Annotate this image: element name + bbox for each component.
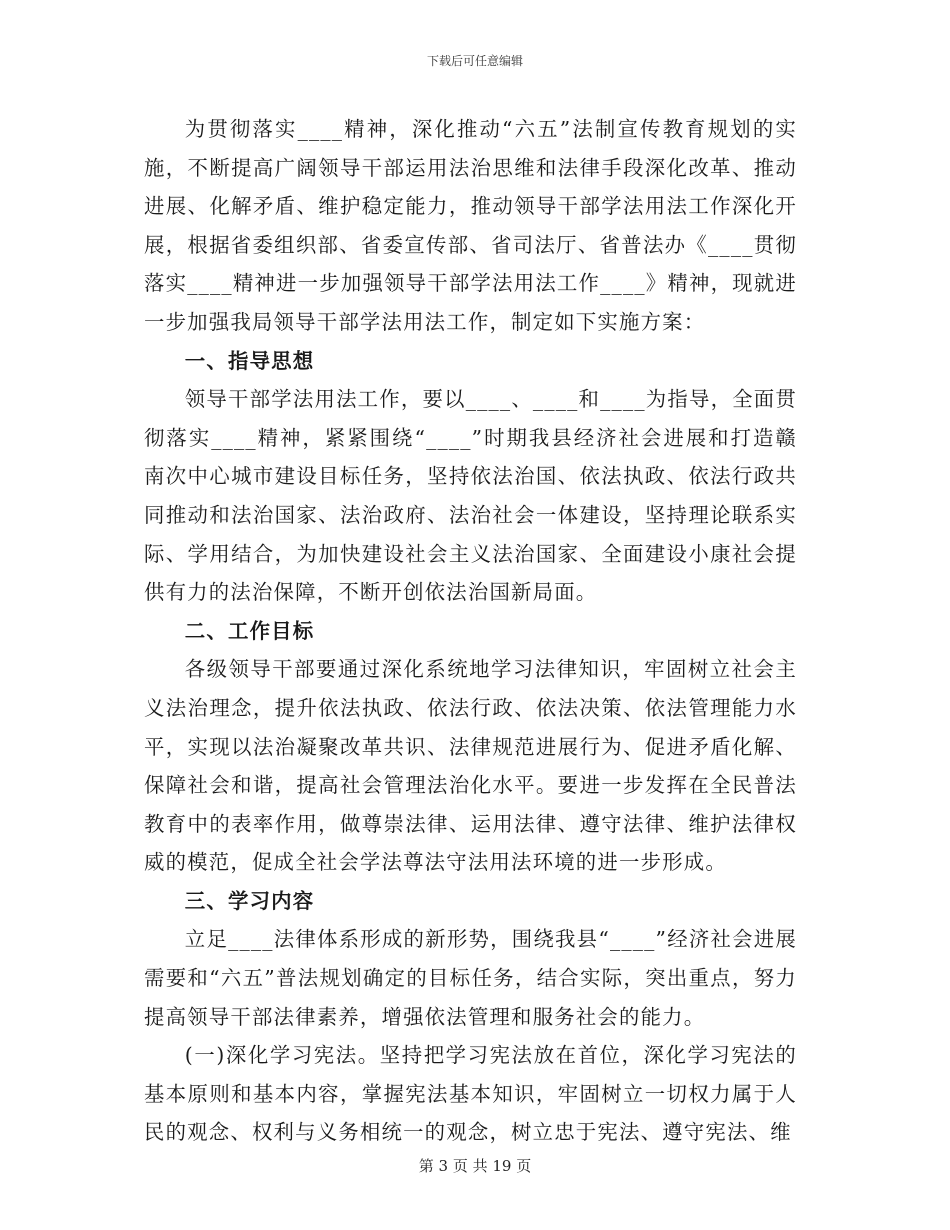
page-number: 第 3 页 共 19 页 [418, 1157, 532, 1175]
section-heading-work-goals: 二、工作目标 [184, 618, 315, 643]
page-header: 下载后可任意编辑 [426, 54, 523, 68]
document-body [144, 110, 797, 1152]
section-heading-guiding-ideology: 一、指导思想 [184, 348, 315, 373]
subsection-paragraph-constitution: (一)深化学习宪法。坚持把学习宪法放在首位，深化学习宪法的基本原则和基本内容，掌握宪法基本知识，牢固树立一切权力属于人民的观念、权利与义务相统一的观念，树立忠于宪法、遵守宪法、维 [144, 1043, 797, 1145]
intro-paragraph: 为贯彻落实____精神，深化推动“六五”法制宣传教育规划的实施，不断提高广阔领导干部运用法治思维和法律手段深化改革、推动进展、化解矛盾、维护稳定能力，推动领导干部学法用法工作深化开展，根据省委组织部、省委宣传部、省司法厅、省普法办《____贯彻落实____精神进一步加强领导干部学法用法工作____》精神，现就进一步加强我局领导干部学法用法工作，制定如下实施方案： [144, 117, 797, 334]
section-paragraph-study-content: 立足____法律体系形成的新形势，围绕我县“____”经济社会进展需要和“六五”普法规划确定的目标任务，结合实际，突出重点，努力提高领导干部法律素养，增强依法管理和服务社会的能力。 [144, 927, 797, 1029]
section-paragraph-work-goals: 各级领导干部要通过深化系统地学习法律知识，牢固树立社会主义法治理念，提升依法执政、依法行政、依法决策、依法管理能力水平，实现以法治凝聚改革共识、法律规范进展行为、促进矛盾化解、保障社会和谐，提高社会管理法治化水平。要进一步发挥在全民普法教育中的表率作用，做尊崇法律、运用法律、遵守法律、维护法律权威的模范，促成全社会学法尊法守法用法环境的进一步形成。 [144, 657, 797, 875]
section-heading-study-content: 三、学习内容 [184, 888, 315, 913]
section-paragraph-guiding-ideology: 领导干部学法用法工作，要以____、____和____为指导，全面贯彻落实____精神，紧紧围绕“____”时期我县经济社会进展和打造赣南次中心城市建设目标任务，坚持依法治国、依法执政、依法行政共同推动和法治国家、法治政府、法治社会一体建设，坚持理论联系实际、学用结合，为加快建设社会主义法治国家、全面建设小康社会提供有力的法治保障，不断开创依法治国新局面。 [144, 387, 797, 605]
